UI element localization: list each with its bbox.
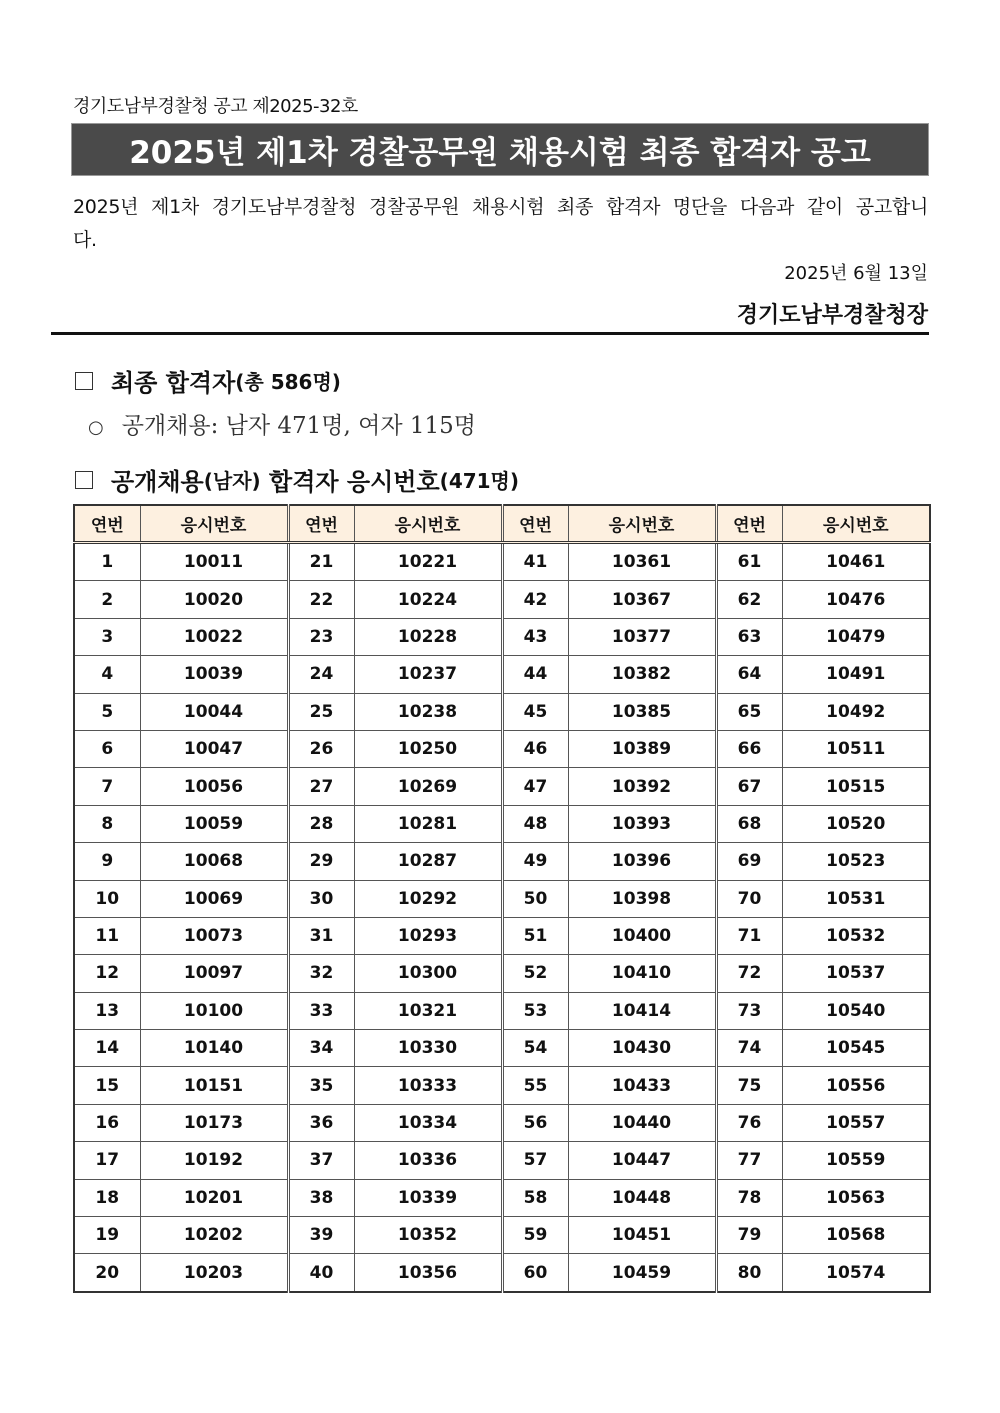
seq-cell: 30 bbox=[288, 880, 354, 917]
table-row bbox=[74, 543, 930, 581]
seq-cell: 49 bbox=[502, 843, 568, 880]
exam-number-cell: 10321 bbox=[354, 992, 502, 1029]
exam-number-cell: 10044 bbox=[140, 693, 288, 730]
exam-number-cell: 10545 bbox=[782, 1030, 930, 1067]
seq-cell: 65 bbox=[716, 693, 782, 730]
square-bullet-icon bbox=[75, 372, 93, 390]
seq-cell: 55 bbox=[502, 1067, 568, 1104]
seq-cell: 13 bbox=[74, 992, 140, 1029]
section-count: (471명) bbox=[439, 469, 520, 493]
exam-number-cell: 10073 bbox=[140, 917, 288, 954]
seq-cell: 58 bbox=[502, 1179, 568, 1216]
exam-number-cell: 10511 bbox=[782, 730, 930, 767]
seq-cell: 17 bbox=[74, 1142, 140, 1179]
exam-number-cell: 10393 bbox=[568, 805, 716, 842]
seq-cell: 50 bbox=[502, 880, 568, 917]
exam-number-cell: 10020 bbox=[140, 581, 288, 618]
exam-number-cell: 10333 bbox=[354, 1067, 502, 1104]
exam-number-cell: 10430 bbox=[568, 1030, 716, 1067]
exam-number-cell: 10069 bbox=[140, 880, 288, 917]
table-row bbox=[74, 880, 930, 917]
seq-cell: 11 bbox=[74, 917, 140, 954]
seq-cell: 8 bbox=[74, 805, 140, 842]
seq-cell: 43 bbox=[502, 618, 568, 655]
exam-number-cell: 10269 bbox=[354, 768, 502, 805]
table-row bbox=[74, 843, 930, 880]
seq-cell: 9 bbox=[74, 843, 140, 880]
table-row bbox=[74, 730, 930, 767]
seq-cell: 42 bbox=[502, 581, 568, 618]
section-detail bbox=[88, 407, 476, 440]
seq-cell: 21 bbox=[288, 543, 354, 581]
exam-number-cell: 10140 bbox=[140, 1030, 288, 1067]
seq-cell: 18 bbox=[74, 1179, 140, 1216]
page-title: 2025년 제1차 경찰공무원 채용시험 최종 합격자 공고 bbox=[71, 123, 929, 176]
seq-cell: 60 bbox=[502, 1254, 568, 1292]
seq-cell: 76 bbox=[716, 1104, 782, 1141]
exam-number-cell: 10556 bbox=[782, 1067, 930, 1104]
seq-cell: 54 bbox=[502, 1030, 568, 1067]
exam-number-cell: 10568 bbox=[782, 1217, 930, 1254]
section-male-passers-heading bbox=[75, 462, 519, 497]
table-row bbox=[74, 581, 930, 618]
seq-cell: 71 bbox=[716, 917, 782, 954]
table-row bbox=[74, 1217, 930, 1254]
exam-number-cell: 10515 bbox=[782, 768, 930, 805]
seq-cell: 78 bbox=[716, 1179, 782, 1216]
seq-cell: 25 bbox=[288, 693, 354, 730]
seq-cell: 29 bbox=[288, 843, 354, 880]
exam-number-cell: 10056 bbox=[140, 768, 288, 805]
circle-bullet-icon: ○ bbox=[88, 417, 104, 438]
exam-number-cell: 10537 bbox=[782, 955, 930, 992]
seq-cell: 68 bbox=[716, 805, 782, 842]
seq-cell: 46 bbox=[502, 730, 568, 767]
seq-cell: 12 bbox=[74, 955, 140, 992]
exam-number-cell: 10492 bbox=[782, 693, 930, 730]
seq-cell: 7 bbox=[74, 768, 140, 805]
exam-number-cell: 10287 bbox=[354, 843, 502, 880]
exam-number-cell: 10559 bbox=[782, 1142, 930, 1179]
col-header-seq: 연번 bbox=[716, 505, 782, 543]
exam-number-cell: 10389 bbox=[568, 730, 716, 767]
exam-number-cell: 10540 bbox=[782, 992, 930, 1029]
issuer: 경기도남부경찰청장 bbox=[736, 303, 928, 328]
exam-number-cell: 10330 bbox=[354, 1030, 502, 1067]
seq-cell: 72 bbox=[716, 955, 782, 992]
col-header-exam-number: 응시번호 bbox=[354, 505, 502, 543]
seq-cell: 5 bbox=[74, 693, 140, 730]
seq-cell: 39 bbox=[288, 1217, 354, 1254]
exam-number-cell: 10392 bbox=[568, 768, 716, 805]
section-title: 최종 합격자 bbox=[111, 369, 236, 397]
exam-number-cell: 10281 bbox=[354, 805, 502, 842]
exam-number-cell: 10039 bbox=[140, 656, 288, 693]
seq-cell: 70 bbox=[716, 880, 782, 917]
exam-number-cell: 10336 bbox=[354, 1142, 502, 1179]
table-row bbox=[74, 805, 930, 842]
exam-number-cell: 10396 bbox=[568, 843, 716, 880]
exam-number-cell: 10385 bbox=[568, 693, 716, 730]
table-row bbox=[74, 917, 930, 954]
seq-cell: 62 bbox=[716, 581, 782, 618]
seq-cell: 80 bbox=[716, 1254, 782, 1292]
exam-number-cell: 10563 bbox=[782, 1179, 930, 1216]
exam-number-cell: 10532 bbox=[782, 917, 930, 954]
exam-number-cell: 10557 bbox=[782, 1104, 930, 1141]
exam-number-cell: 10300 bbox=[354, 955, 502, 992]
square-bullet-icon bbox=[75, 471, 93, 489]
exam-number-cell: 10382 bbox=[568, 656, 716, 693]
seq-cell: 77 bbox=[716, 1142, 782, 1179]
seq-cell: 15 bbox=[74, 1067, 140, 1104]
exam-number-cell: 10022 bbox=[140, 618, 288, 655]
exam-number-cell: 10459 bbox=[568, 1254, 716, 1292]
exam-number-cell: 10461 bbox=[782, 543, 930, 581]
seq-cell: 23 bbox=[288, 618, 354, 655]
seq-cell: 22 bbox=[288, 581, 354, 618]
seq-cell: 26 bbox=[288, 730, 354, 767]
exam-number-cell: 10361 bbox=[568, 543, 716, 581]
passers-table bbox=[73, 504, 931, 1293]
exam-number-cell: 10068 bbox=[140, 843, 288, 880]
exam-number-cell: 10224 bbox=[354, 581, 502, 618]
exam-number-cell: 10433 bbox=[568, 1067, 716, 1104]
exam-number-cell: 10356 bbox=[354, 1254, 502, 1292]
exam-number-cell: 10447 bbox=[568, 1142, 716, 1179]
seq-cell: 69 bbox=[716, 843, 782, 880]
detail-text: 공개채용: 남자 471명, 여자 115명 bbox=[121, 413, 477, 439]
seq-cell: 57 bbox=[502, 1142, 568, 1179]
col-header-exam-number: 응시번호 bbox=[782, 505, 930, 543]
seq-cell: 51 bbox=[502, 917, 568, 954]
table-row bbox=[74, 1254, 930, 1292]
exam-number-cell: 10097 bbox=[140, 955, 288, 992]
exam-number-cell: 10250 bbox=[354, 730, 502, 767]
col-header-exam-number: 응시번호 bbox=[568, 505, 716, 543]
exam-number-cell: 10479 bbox=[782, 618, 930, 655]
notice-date: 2025년 6월 13일 bbox=[784, 263, 928, 284]
exam-number-cell: 10398 bbox=[568, 880, 716, 917]
exam-number-cell: 10367 bbox=[568, 581, 716, 618]
exam-number-cell: 10491 bbox=[782, 656, 930, 693]
col-header-seq: 연번 bbox=[288, 505, 354, 543]
exam-number-cell: 10173 bbox=[140, 1104, 288, 1141]
seq-cell: 20 bbox=[74, 1254, 140, 1292]
intro-text: 2025년 제1차 경기도남부경찰청 경찰공무원 채용시험 최종 합격자 명단을 다음과 같이 공고합니다. bbox=[73, 196, 928, 251]
seq-cell: 63 bbox=[716, 618, 782, 655]
seq-cell: 44 bbox=[502, 656, 568, 693]
table-row bbox=[74, 768, 930, 805]
seq-cell: 2 bbox=[74, 581, 140, 618]
exam-number-cell: 10059 bbox=[140, 805, 288, 842]
exam-number-cell: 10202 bbox=[140, 1217, 288, 1254]
seq-cell: 67 bbox=[716, 768, 782, 805]
seq-cell: 19 bbox=[74, 1217, 140, 1254]
exam-number-cell: 10201 bbox=[140, 1179, 288, 1216]
col-header-exam-number: 응시번호 bbox=[140, 505, 288, 543]
exam-number-cell: 10011 bbox=[140, 543, 288, 581]
table-row bbox=[74, 955, 930, 992]
exam-number-cell: 10100 bbox=[140, 992, 288, 1029]
seq-cell: 32 bbox=[288, 955, 354, 992]
exam-number-cell: 10293 bbox=[354, 917, 502, 954]
exam-number-cell: 10377 bbox=[568, 618, 716, 655]
seq-cell: 53 bbox=[502, 992, 568, 1029]
seq-cell: 27 bbox=[288, 768, 354, 805]
seq-cell: 52 bbox=[502, 955, 568, 992]
seq-cell: 74 bbox=[716, 1030, 782, 1067]
seq-cell: 6 bbox=[74, 730, 140, 767]
seq-cell: 10 bbox=[74, 880, 140, 917]
exam-number-cell: 10440 bbox=[568, 1104, 716, 1141]
exam-number-cell: 10339 bbox=[354, 1179, 502, 1216]
seq-cell: 35 bbox=[288, 1067, 354, 1104]
seq-cell: 38 bbox=[288, 1179, 354, 1216]
section-title: 공개채용 bbox=[111, 468, 204, 496]
exam-number-cell: 10151 bbox=[140, 1067, 288, 1104]
exam-number-cell: 10334 bbox=[354, 1104, 502, 1141]
section-title-rest: 합격자 응시번호 bbox=[260, 468, 440, 496]
exam-number-cell: 10451 bbox=[568, 1217, 716, 1254]
table-row bbox=[74, 992, 930, 1029]
table-row bbox=[74, 618, 930, 655]
exam-number-cell: 10448 bbox=[568, 1179, 716, 1216]
exam-number-cell: 10203 bbox=[140, 1254, 288, 1292]
seq-cell: 34 bbox=[288, 1030, 354, 1067]
section-count: (총 586명) bbox=[235, 370, 341, 394]
seq-cell: 14 bbox=[74, 1030, 140, 1067]
exam-number-cell: 10523 bbox=[782, 843, 930, 880]
seq-cell: 73 bbox=[716, 992, 782, 1029]
seq-cell: 48 bbox=[502, 805, 568, 842]
exam-number-cell: 10352 bbox=[354, 1217, 502, 1254]
exam-number-cell: 10531 bbox=[782, 880, 930, 917]
col-header-seq: 연번 bbox=[502, 505, 568, 543]
exam-number-cell: 10400 bbox=[568, 917, 716, 954]
table-row bbox=[74, 1067, 930, 1104]
seq-cell: 24 bbox=[288, 656, 354, 693]
seq-cell: 31 bbox=[288, 917, 354, 954]
seq-cell: 56 bbox=[502, 1104, 568, 1141]
seq-cell: 79 bbox=[716, 1217, 782, 1254]
table-row bbox=[74, 656, 930, 693]
exam-number-cell: 10414 bbox=[568, 992, 716, 1029]
notice-number: 경기도남부경찰청 공고 제2025-32호 bbox=[73, 96, 358, 117]
seq-cell: 40 bbox=[288, 1254, 354, 1292]
divider bbox=[51, 332, 929, 335]
exam-number-cell: 10410 bbox=[568, 955, 716, 992]
seq-cell: 75 bbox=[716, 1067, 782, 1104]
table-row bbox=[74, 1104, 930, 1141]
exam-number-cell: 10192 bbox=[140, 1142, 288, 1179]
seq-cell: 33 bbox=[288, 992, 354, 1029]
exam-number-cell: 10476 bbox=[782, 581, 930, 618]
seq-cell: 28 bbox=[288, 805, 354, 842]
seq-cell: 1 bbox=[74, 543, 140, 581]
seq-cell: 64 bbox=[716, 656, 782, 693]
seq-cell: 61 bbox=[716, 543, 782, 581]
seq-cell: 3 bbox=[74, 618, 140, 655]
seq-cell: 47 bbox=[502, 768, 568, 805]
table-row bbox=[74, 693, 930, 730]
exam-number-cell: 10520 bbox=[782, 805, 930, 842]
table-header-row bbox=[74, 505, 930, 543]
table-row bbox=[74, 1142, 930, 1179]
seq-cell: 41 bbox=[502, 543, 568, 581]
seq-cell: 16 bbox=[74, 1104, 140, 1141]
exam-number-cell: 10047 bbox=[140, 730, 288, 767]
table-row bbox=[74, 1030, 930, 1067]
seq-cell: 37 bbox=[288, 1142, 354, 1179]
seq-cell: 4 bbox=[74, 656, 140, 693]
section-final-passers-heading bbox=[75, 363, 341, 398]
table-row bbox=[74, 1179, 930, 1216]
exam-number-cell: 10228 bbox=[354, 618, 502, 655]
seq-cell: 59 bbox=[502, 1217, 568, 1254]
exam-number-cell: 10238 bbox=[354, 693, 502, 730]
exam-number-cell: 10221 bbox=[354, 543, 502, 581]
exam-number-cell: 10292 bbox=[354, 880, 502, 917]
col-header-seq: 연번 bbox=[74, 505, 140, 543]
seq-cell: 66 bbox=[716, 730, 782, 767]
section-qualifier: (남자) bbox=[203, 469, 261, 493]
exam-number-cell: 10574 bbox=[782, 1254, 930, 1292]
seq-cell: 36 bbox=[288, 1104, 354, 1141]
exam-number-cell: 10237 bbox=[354, 656, 502, 693]
seq-cell: 45 bbox=[502, 693, 568, 730]
